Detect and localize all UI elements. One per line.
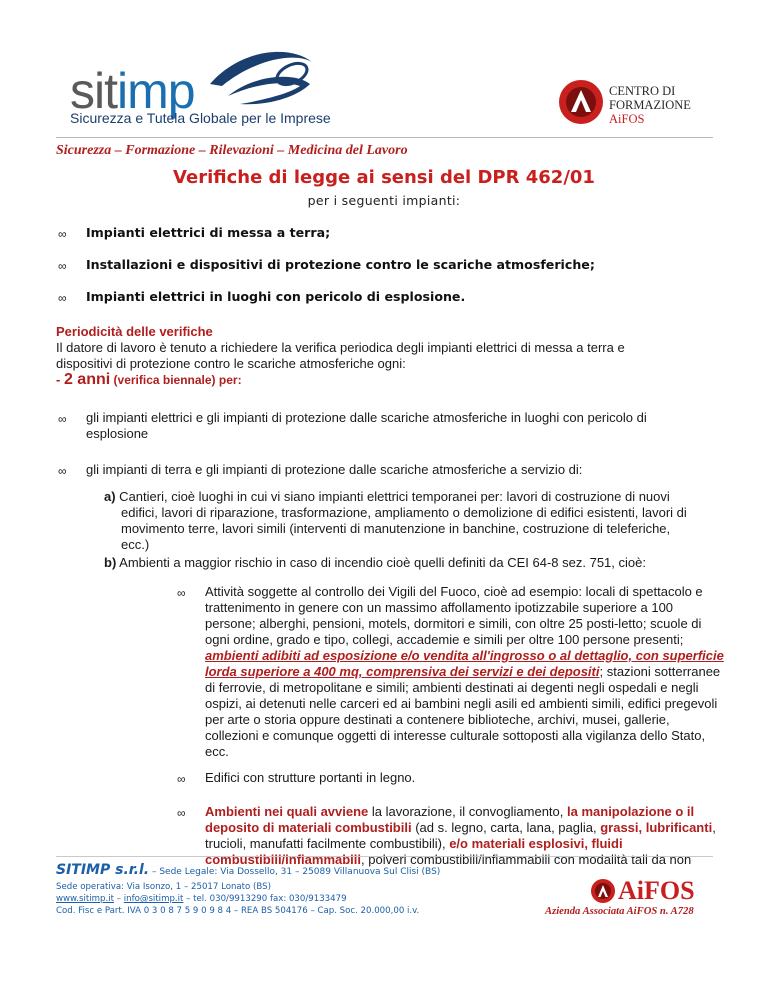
sub-1-line-6-highlight: lorda superiore a 400 mq, comprensiva dei servizi e dei depositi bbox=[205, 664, 600, 679]
services-subtitle: Sicurezza – Formazione – Rilevazioni – Medicina del Lavoro bbox=[56, 143, 408, 158]
aifos-footer-word: AiFOS bbox=[618, 876, 695, 905]
sub-3-line-1 bbox=[205, 804, 694, 820]
page-title-sub: per i seguenti impianti: bbox=[307, 193, 461, 208]
footer-sep: – bbox=[113, 894, 124, 904]
intro-line-1: Il datore di lavoro è tenuto a richiedere la verifica periodica degli impianti elettrici di messa a terra e bbox=[56, 340, 625, 355]
intro-line-2: dispositivi di protezione contro le scariche atmosferiche ogni: bbox=[56, 356, 406, 371]
item-a-label: a) bbox=[104, 489, 116, 504]
aifos-line-2: FORMAZIONE bbox=[609, 98, 691, 112]
aifos-line-1: CENTRO DI bbox=[609, 84, 676, 98]
sub-3-red-b: la manipolazione o il bbox=[567, 804, 695, 819]
sub-1-line-8: ospizi, ai detenuti nelle carceri ed ai bambini negli asili ed ambienti simili, edifici pregevoli bbox=[205, 696, 718, 711]
sitimp-logo bbox=[60, 42, 331, 132]
footer-web-link[interactable]: www.sitimp.it bbox=[56, 894, 114, 904]
footer-phones: – tel. 030/9913290 fax: 030/9133479 bbox=[183, 894, 347, 904]
period-value: 2 anni bbox=[63, 371, 111, 388]
aifos-footer-emblem-icon bbox=[590, 878, 616, 904]
sub-1-line-9: per arte o storia oppure destinati a contenere biblioteche, archivi, musei, gallerie, bbox=[205, 712, 670, 727]
sub-1-line-10: collezioni e comunque oggetti di interesse culturale sottoposti alla vigilanza dello Stato, bbox=[205, 728, 706, 743]
logo-tagline: Sicurezza e Tutela Globale per le Imprese bbox=[70, 110, 331, 126]
page-title: Verifiche di legge ai sensi del DPR 462/01 bbox=[173, 167, 595, 188]
sub-3-plain-e: , polveri combustibili/infiammabili con modalità tali da non bbox=[361, 852, 692, 867]
sub-3-plain-d: trucioli, manufatti facilmente combustibili), bbox=[205, 836, 450, 851]
sub-1-line-5-highlight: ambienti adibiti ad esposizione e/o vendita all'ingrosso o al dettaglio, con superficie bbox=[205, 648, 724, 663]
sub-1-line-4: ogni ordine, grado e tipo, collegi, accademie e simili per oltre 100 persone presenti; bbox=[205, 632, 684, 647]
logo-part-1: sit bbox=[70, 63, 117, 119]
bullet-icon: ∞ bbox=[58, 291, 67, 305]
footer-brand bbox=[56, 862, 440, 878]
period-line bbox=[56, 372, 242, 388]
sub-1-line-7: di ferrovie, di metropolitane e simili; ambienti destinati ai degenti negli ospedali e negli bbox=[205, 680, 699, 695]
footer-divider bbox=[56, 856, 713, 857]
item-b-line-1 bbox=[104, 555, 646, 571]
footer-brand-name: SITIMP s.r.l. bbox=[56, 862, 150, 878]
impianto-item-1: Impianti elettrici di messa a terra; bbox=[86, 225, 331, 240]
period-dash: - bbox=[56, 372, 64, 387]
footer-contacts bbox=[56, 894, 347, 904]
bullet-1-line-2: esplosione bbox=[86, 426, 149, 441]
bullet-icon: ∞ bbox=[58, 259, 67, 273]
aifos-footer-tag: Azienda Associata AiFOS n. A728 bbox=[545, 906, 694, 917]
sub-3-plain-c: , bbox=[712, 820, 716, 835]
bullet-2-line-1: gli impianti di terra e gli impianti di protezione dalle scariche atmosferiche a servizio di: bbox=[86, 462, 583, 477]
bullet-icon: ∞ bbox=[177, 772, 186, 786]
sub-1-line-6 bbox=[205, 664, 720, 680]
aifos-header-logo bbox=[557, 78, 717, 138]
impianto-item-2: Installazioni e dispositivi di protezione contro le scariche atmosferiche; bbox=[86, 257, 595, 272]
sub-3-red-c: deposito di materiali combustibili bbox=[205, 820, 412, 835]
item-a-line-4: ecc.) bbox=[121, 537, 150, 552]
item-b-text: Ambienti a maggior rischio in caso di incendio cioè quelli definiti da CEI 64-8 sez. 751, cioè: bbox=[116, 555, 646, 570]
bullet-icon: ∞ bbox=[58, 412, 67, 426]
footer-email-link[interactable]: info@sitimp.it bbox=[123, 894, 184, 904]
item-b-label: b) bbox=[104, 555, 117, 570]
sub-1-line-2: trattenimento in genere con un massimo affollamento ipotizzabile superiore a 100 bbox=[205, 600, 674, 615]
item-a-text: Cantieri, cioè luoghi in cui vi siano impianti elettrici temporanei per: lavori di costruzione di nuovi bbox=[115, 489, 670, 504]
sub-3-red-f: combustibili/infiammabili bbox=[205, 852, 362, 867]
bullet-icon: ∞ bbox=[177, 586, 186, 600]
item-a-line-1 bbox=[104, 489, 670, 505]
bullet-icon: ∞ bbox=[177, 806, 186, 820]
impianto-item-3: Impianti elettrici in luoghi con pericolo di esplosione. bbox=[86, 289, 466, 304]
section-heading: Periodicità delle verifiche bbox=[56, 324, 213, 339]
bullet-icon: ∞ bbox=[58, 227, 67, 241]
header-divider bbox=[56, 137, 713, 138]
footer-legal: – Sede Legale: Via Dossello, 31 – 25089 Villanuova Sul Clisi (BS) bbox=[149, 867, 441, 877]
sub-3-line-2 bbox=[205, 820, 716, 836]
sub-1-line-11: ecc. bbox=[205, 744, 229, 759]
bullet-1-line-1: gli impianti elettrici e gli impianti di protezione dalle scariche atmosferiche in luoghi con pericolo di bbox=[86, 410, 647, 425]
footer-fiscal: Cod. Fisc e Part. IVA 0 3 0 8 7 5 9 0 9 8 4 – REA BS 504176 – Cap. Soc. 20.000,00 i.v. bbox=[56, 906, 420, 916]
footer-operativa: Sede operativa: Via Isonzo, 1 – 25017 Lonato (BS) bbox=[56, 882, 271, 892]
aifos-emblem-icon bbox=[557, 78, 605, 126]
sub-3-red-e: e/o materiali esplosivi, fluidi bbox=[449, 836, 623, 851]
sub-3-line-3 bbox=[205, 836, 623, 852]
bullet-icon: ∞ bbox=[58, 464, 67, 478]
swoosh-logo-icon bbox=[200, 44, 320, 114]
sub-1-line-6-rest: ; stazioni sotterranee bbox=[599, 664, 721, 679]
aifos-line-3: AiFOS bbox=[609, 112, 645, 126]
sub-2-line-1: Edifici con strutture portanti in legno. bbox=[205, 770, 416, 785]
logo-part-2: imp bbox=[117, 63, 195, 119]
item-a-line-2: edifici, lavori di riparazione, trasformazione, ampliamento o demolizione di edifici esistenti, lavori di bbox=[121, 505, 687, 520]
item-a-line-3: movimento terre, lavori simili (interventi di manutenzione in banchine, costruzione di teleferiche, bbox=[121, 521, 671, 536]
sub-1-line-1: Attività soggette al controllo dei Vigili del Fuoco, cioè ad esempio: locali di spettacolo e bbox=[205, 584, 703, 599]
sub-3-red-a: Ambienti nei quali avviene bbox=[205, 804, 369, 819]
sub-3-plain-b: (ad s. legno, carta, lana, paglia, bbox=[411, 820, 601, 835]
sub-3-red-d: grassi, lubrificanti bbox=[600, 820, 713, 835]
aifos-header-text bbox=[609, 84, 691, 126]
sub-3-plain-a: la lavorazione, il convogliamento, bbox=[368, 804, 568, 819]
sub-1-line-3: persone; alberghi, pensioni, motels, dormitori e simili, con oltre 25 posti-letto; scuole di bbox=[205, 616, 702, 631]
period-note: (verifica biennale) per: bbox=[110, 373, 242, 387]
